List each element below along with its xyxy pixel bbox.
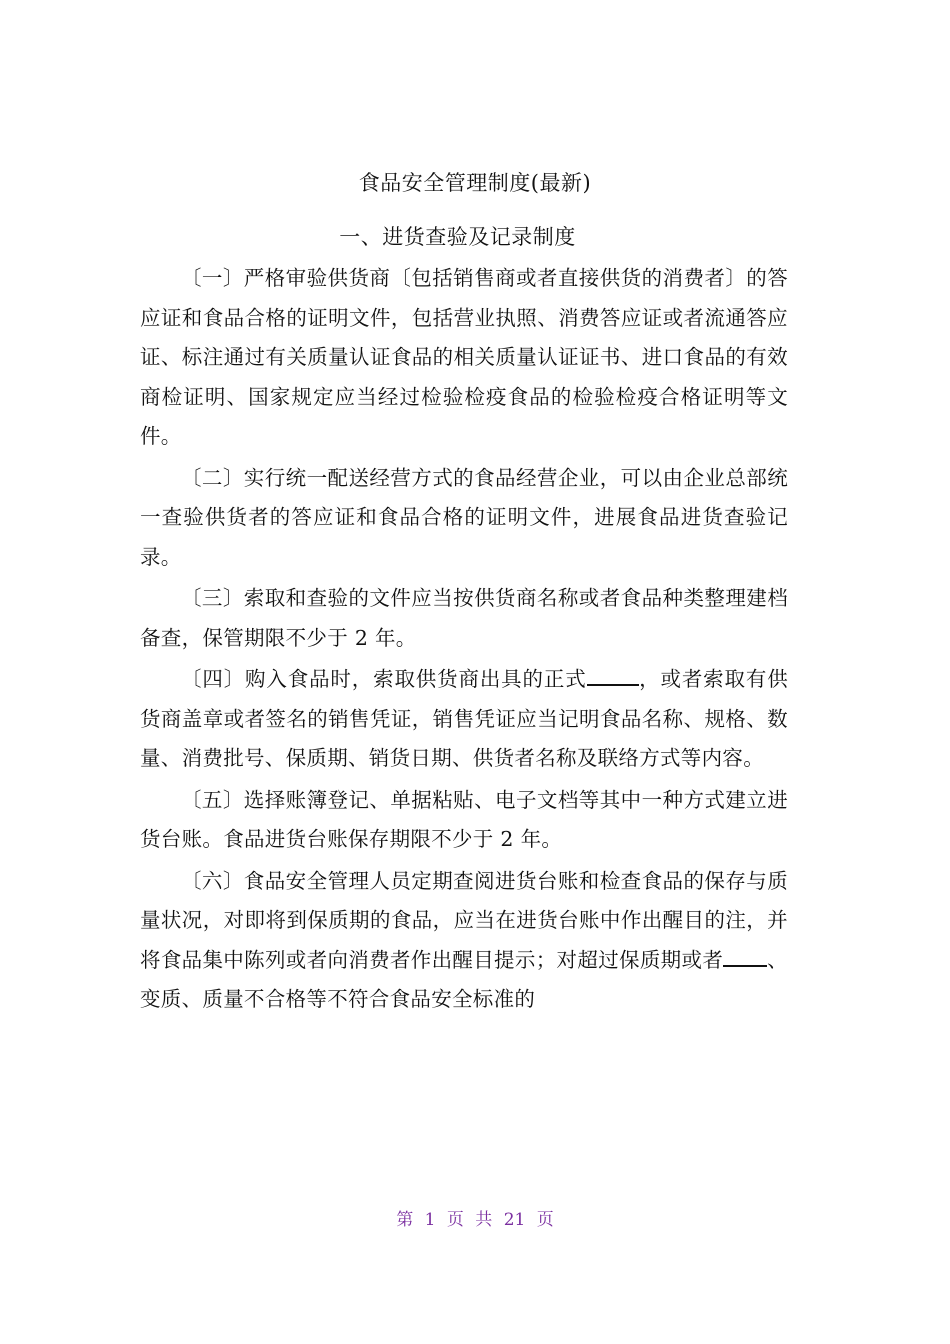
paragraph-6 <box>140 862 788 1020</box>
section-heading: 一、进货查验及记录制度 <box>339 225 576 249</box>
fill-in-blank <box>723 943 767 967</box>
paragraph-4-lead: 〔四〕购入食品时，索取供货商出具的正式 <box>181 667 587 691</box>
paragraph-5: 〔五〕选择账簿登记、单据粘贴、电子文档等其中一种方式建立进货台账。食品进货台账保存期限不少于 2 年。 <box>140 787 788 851</box>
paragraph-6-lead: 〔六〕食品安全管理人员定期查阅进货台账和检查食品的保存与质量状况，对即将到保质期的食品，应当在进货台账中作出醒目的注，并将食品集中陈列或者向消费者作出醒目提示；对超过保质期或者 <box>140 868 788 972</box>
page-number-footer: 第 1 页 共 21 页 <box>396 1210 554 1230</box>
document-body <box>140 259 788 1022</box>
paragraph-4-rest: ，或者索取有供货商盖章或者签名的销售凭证，销售凭证应当记明食品名称、规格、数量、消费批号、保质期、销货日期、供货者名称及联络方式等内容。 <box>140 667 788 770</box>
paragraph-2: 〔二〕实行统一配送经营方式的食品经营企业，可以由企业总部统一查验供货者的答应证和食品合格的证明文件，进展食品进货查验记录。 <box>140 465 788 569</box>
paragraph-1: 〔一〕严格审验供货商〔包括销售商或者直接供货的消费者〕的答应证和食品合格的证明文件，包括营业执照、消费答应证或者流通答应证、标注通过有关质量认证食品的相关质量认证证书、进口食品的有效商检证明、国家规定应当经过检验检疫食品的检验检疫合格证明等文件。 <box>140 266 788 448</box>
document-title: 食品安全管理制度(最新) <box>358 171 592 195</box>
paragraph-3: 〔三〕索取和查验的文件应当按供货商名称或者食品种类整理建档备查，保管期限不少于 2 年。 <box>140 586 788 650</box>
fill-in-blank <box>587 662 639 686</box>
paragraph-6-rest: 、变质、质量不合格等不符合食品安全标准的 <box>140 947 788 1011</box>
paragraph-4 <box>140 660 788 779</box>
